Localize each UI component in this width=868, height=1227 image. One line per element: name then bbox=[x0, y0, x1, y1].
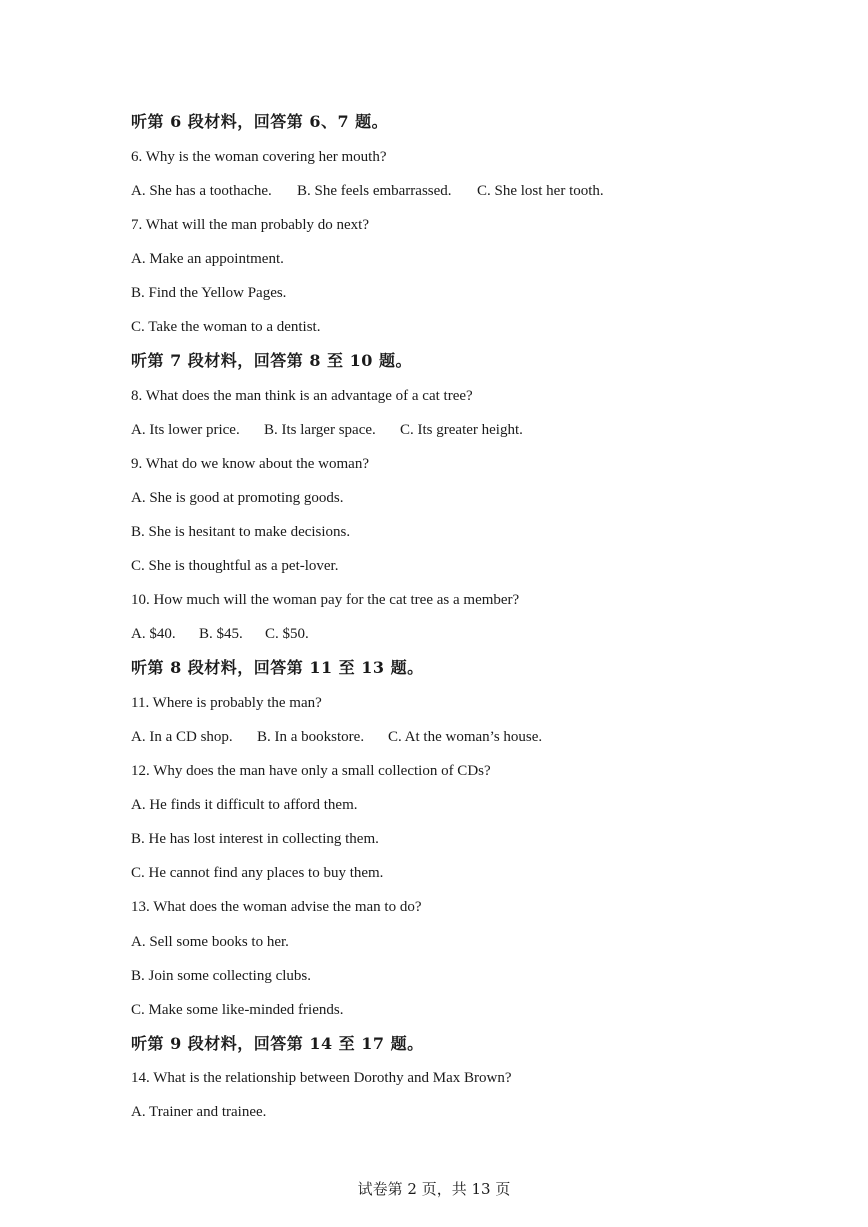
option-b: B. Find the Yellow Pages. bbox=[131, 285, 287, 301]
option-c: C. She lost her tooth. bbox=[477, 183, 604, 199]
option-a: A. He finds it difficult to afford them. bbox=[131, 797, 358, 813]
option-a: A. $40. bbox=[131, 626, 176, 642]
option-c: C. Take the woman to a dentist. bbox=[131, 319, 321, 335]
question-text: 6. Why is the woman covering her mouth? bbox=[131, 149, 387, 165]
options-row bbox=[131, 727, 542, 747]
question-text: 8. What does the man think is an advantage of a cat tree? bbox=[131, 388, 473, 404]
option-b: B. Join some collecting clubs. bbox=[131, 968, 311, 984]
option-b: B. In a bookstore. bbox=[257, 729, 365, 745]
question-text: 7. What will the man probably do next? bbox=[131, 217, 370, 233]
section-heading: 听第 6 段材料，回答第 6、7 题。 bbox=[131, 112, 389, 131]
page-footer: 试卷第 2 页，共 13 页 bbox=[357, 1180, 511, 1198]
question-text: 12. Why does the man have only a small collection of CDs? bbox=[131, 763, 491, 779]
question-text: 13. What does the woman advise the man to do? bbox=[131, 899, 422, 915]
section-heading: 听第 9 段材料，回答第 14 至 17 题。 bbox=[131, 1034, 424, 1053]
question-text: 11. Where is probably the man? bbox=[131, 695, 322, 711]
options-row bbox=[131, 420, 523, 440]
option-a: A. Trainer and trainee. bbox=[131, 1104, 267, 1120]
option-a: A. Its lower price. bbox=[131, 422, 240, 438]
options-row bbox=[131, 181, 604, 201]
option-c: C. Its greater height. bbox=[400, 422, 523, 438]
option-c: C. $50. bbox=[265, 626, 309, 642]
question-text: 10. How much will the woman pay for the cat tree as a member? bbox=[131, 592, 520, 608]
option-b: B. Its larger space. bbox=[264, 422, 376, 438]
option-a: A. Make an appointment. bbox=[131, 251, 284, 267]
question-text: 9. What do we know about the woman? bbox=[131, 456, 370, 472]
question-text: 14. What is the relationship between Dorothy and Max Brown? bbox=[131, 1070, 512, 1086]
section-heading: 听第 7 段材料，回答第 8 至 10 题。 bbox=[131, 351, 412, 370]
option-b: B. $45. bbox=[199, 626, 243, 642]
option-a: A. She has a toothache. bbox=[131, 183, 272, 199]
option-b: B. She is hesitant to make decisions. bbox=[131, 524, 351, 540]
option-b: B. She feels embarrassed. bbox=[297, 183, 452, 199]
option-c: C. At the woman’s house. bbox=[388, 729, 543, 745]
option-a: A. She is good at promoting goods. bbox=[131, 490, 344, 506]
option-a: A. Sell some books to her. bbox=[131, 934, 289, 950]
option-c: C. Make some like-minded friends. bbox=[131, 1002, 344, 1018]
section-heading: 听第 8 段材料，回答第 11 至 13 题。 bbox=[131, 658, 424, 677]
option-b: B. He has lost interest in collecting them. bbox=[131, 831, 379, 847]
option-c: C. He cannot find any places to buy them. bbox=[131, 865, 384, 881]
options-row bbox=[131, 624, 309, 644]
option-a: A. In a CD shop. bbox=[131, 729, 233, 745]
option-c: C. She is thoughtful as a pet-lover. bbox=[131, 558, 339, 574]
